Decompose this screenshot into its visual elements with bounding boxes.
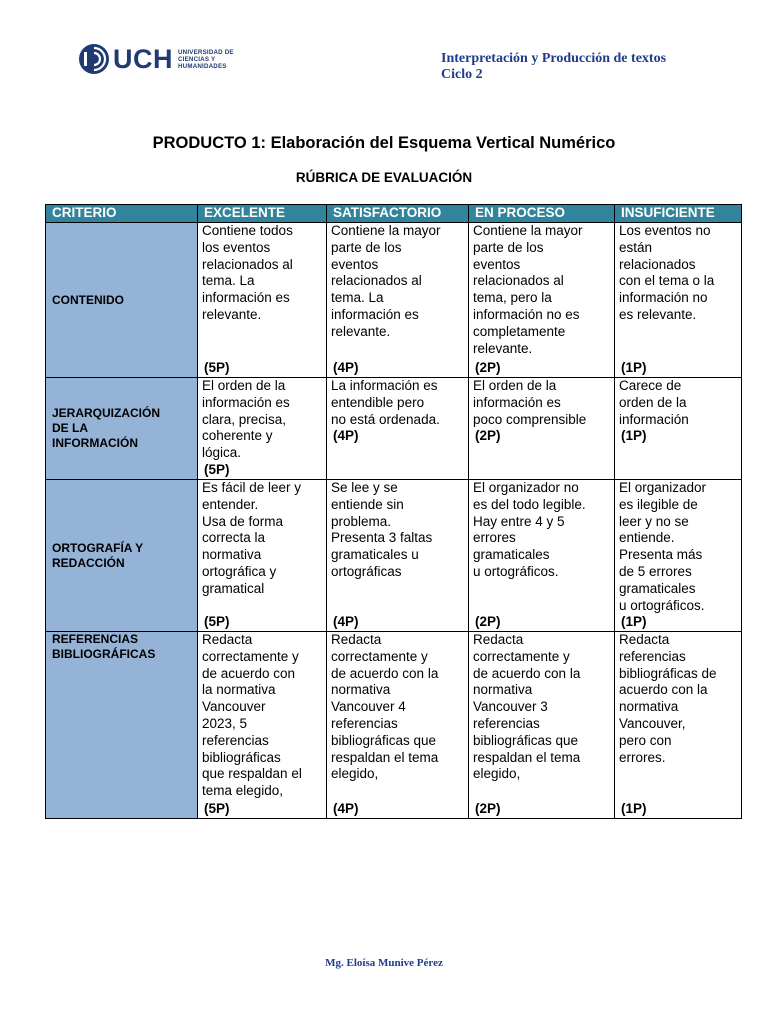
column-header: EN PROCESO [469, 205, 615, 223]
cell-points: (4P) [333, 428, 359, 443]
author-footer: Mg. Eloísa Munive Pérez [325, 957, 443, 969]
cell-points: (1P) [621, 801, 647, 817]
cell-description: Redacta correctamente y de acuerdo con la normativa Vancouver 3 referencias bibliográficas que respaldan el tema elegido, [473, 632, 581, 782]
page-title: PRODUCTO 1: Elaboración del Esquema Vertical Numérico [152, 134, 616, 152]
cell-points: (1P) [621, 428, 647, 443]
rubric-cell [198, 223, 327, 378]
criterion-cell: JERARQUIZACIÓN DE LA INFORMACIÓN [46, 378, 198, 480]
table-row [46, 378, 742, 480]
cell-description: El orden de la información es clara, precisa, coherente y lógica. [202, 378, 290, 461]
rubric-cell [198, 378, 327, 480]
column-header: CRITERIO [46, 205, 198, 223]
logo-subtitle: UNIVERSIDAD DE CIENCIAS Y HUMANIDADES [178, 48, 234, 70]
cell-description: Contiene la mayor parte de los eventos relacionados al tema. La información es relevante. [331, 223, 441, 339]
cell-points: (5P) [204, 360, 230, 376]
cell-points: (4P) [333, 614, 359, 630]
cell-points: (5P) [204, 462, 230, 478]
cell-description: El organizador no es del todo legible. Hay entre 4 y 5 errores gramaticales u ortográficos. [473, 480, 586, 579]
criterion-cell: REFERENCIAS BIBLIOGRÁFICAS [46, 632, 198, 819]
page-subtitle: RÚBRICA DE EVALUACIÓN [295, 170, 473, 185]
rubric-cell [198, 480, 327, 632]
cell-points: (2P) [475, 614, 501, 630]
cell-description: El orden de la información es poco comprensible [473, 378, 587, 427]
cell-description: Se lee y se entiende sin problema. Presenta 3 faltas gramaticales u ortográficas [331, 480, 433, 579]
cell-description: Los eventos no están relacionados con el tema o la información no es relevante. [619, 223, 715, 322]
rubric-cell [469, 378, 615, 480]
rubric-cell [469, 480, 615, 632]
criterion-cell: ORTOGRAFÍA Y REDACCIÓN [46, 480, 198, 632]
rubric-cell [615, 378, 742, 480]
rubric-cell [327, 632, 469, 819]
rubric-table [45, 204, 742, 819]
cell-description: Redacta referencias bibliográficas de acuerdo con la normativa Vancouver, pero con errores. [619, 632, 717, 765]
cell-points: (4P) [333, 360, 359, 376]
cell-points: (5P) [204, 614, 230, 630]
cell-points: (1P) [621, 614, 647, 630]
cell-points: (4P) [333, 801, 359, 817]
cell-points: (2P) [475, 360, 501, 376]
rubric-cell [327, 480, 469, 632]
rubric-cell [327, 378, 469, 480]
cell-description: Contiene todos los eventos relacionados al tema. La información es relevante. [202, 223, 293, 322]
rubric-cell [615, 223, 742, 378]
cell-description: La información es entendible pero no está ordenada. [331, 378, 440, 427]
rubric-cell [615, 480, 742, 632]
table-row [46, 223, 742, 378]
table-row [46, 632, 742, 819]
cell-description: Redacta correctamente y de acuerdo con la normativa Vancouver 2023, 5 referencias bibliográficas que respaldan el tema elegido, [202, 632, 302, 799]
cell-points: (5P) [204, 801, 230, 817]
cell-points: (2P) [475, 801, 501, 817]
rubric-cell [615, 632, 742, 819]
rubric-cell [327, 223, 469, 378]
criterion-cell: CONTENIDO [46, 223, 198, 378]
cell-description: Es fácil de leer y entender. Usa de forma correcta la normativa ortográfica y gramatical [202, 480, 302, 596]
cell-points: (2P) [475, 428, 501, 443]
cell-description: Contiene la mayor parte de los eventos relacionados al tema, pero la información no es completamente relevante. [473, 223, 583, 356]
table-header-row [46, 205, 742, 223]
cell-description: El organizador es ilegible de leer y no se entiende. Presenta más de 5 errores gramaticales u ortográficos. [619, 480, 707, 613]
column-header: SATISFACTORIO [327, 205, 469, 223]
course-info [441, 51, 666, 83]
column-header: EXCELENTE [198, 205, 327, 223]
course-cycle: Ciclo 2 [441, 67, 483, 82]
university-logo [78, 43, 234, 75]
table-row [46, 480, 742, 632]
rubric-cell [198, 632, 327, 819]
course-name: Interpretación y Producción de textos [441, 51, 667, 66]
rubric-cell [469, 223, 615, 378]
rubric-cell [469, 632, 615, 819]
logo-wordmark: UCH [113, 43, 173, 74]
cell-description: Carece de orden de la información [619, 378, 689, 427]
cell-points: (1P) [621, 360, 647, 376]
cell-description: Redacta correctamente y de acuerdo con la normativa Vancouver 4 referencias bibliográficas que respaldan el tema elegido, [331, 632, 439, 782]
uch-logo-icon [78, 43, 110, 75]
column-header: INSUFICIENTE [615, 205, 742, 223]
